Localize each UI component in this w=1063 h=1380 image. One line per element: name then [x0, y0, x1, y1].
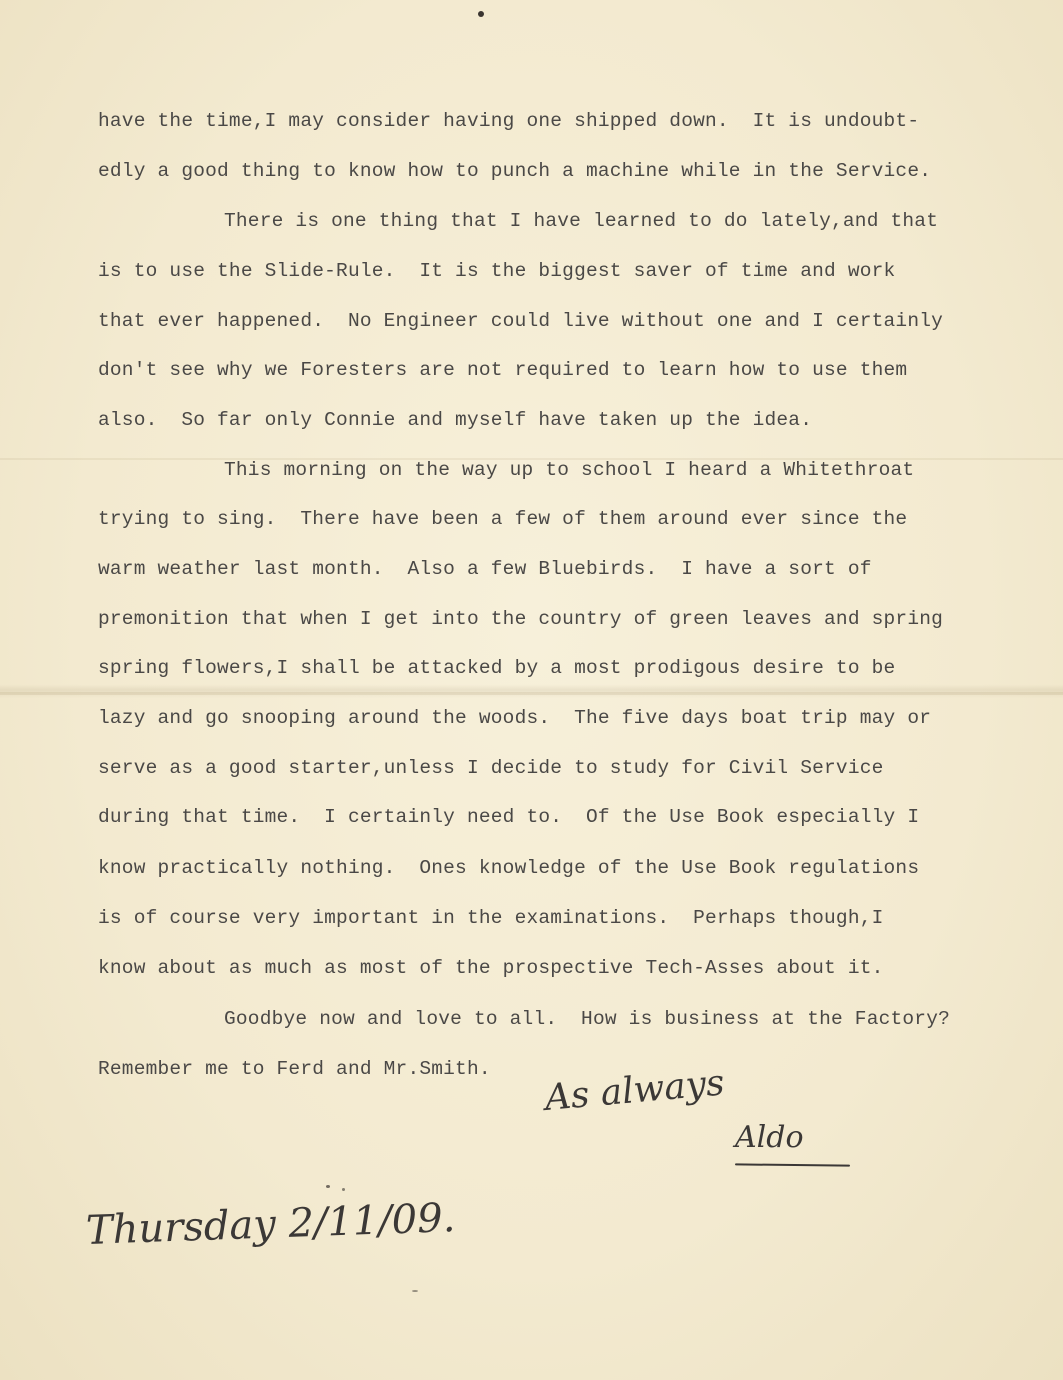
letter-line: know about as much as most of the prospective Tech-Asses about it.	[98, 957, 884, 979]
letter-line: have the time,I may consider having one shipped down. It is undoubt-	[98, 110, 920, 132]
letter-line: that ever happened. No Engineer could live without one and I certainly	[98, 310, 944, 332]
letter-line: spring flowers,I shall be attacked by a most prodigous desire to be	[98, 657, 896, 679]
letter-line: is to use the Slide-Rule. It is the biggest saver of time and work	[98, 260, 896, 282]
letter-line: is of course very important in the examinations. Perhaps though,I	[98, 907, 884, 929]
letter-line: edly a good thing to know how to punch a machine while in the Service.	[98, 160, 932, 182]
letter-line: warm weather last month. Also a few Bluebirds. I have a sort of	[98, 558, 872, 580]
letter-line: This morning on the way up to school I heard a Whitethroat	[224, 459, 915, 481]
signature-underline	[735, 1163, 850, 1166]
letter-line: Goodbye now and love to all. How is business at the Factory?	[224, 1008, 951, 1030]
letter-line: There is one thing that I have learned to do lately,and that	[224, 210, 939, 232]
punch-mark	[478, 11, 484, 17]
signature-name: Aldo	[735, 1120, 804, 1155]
letter-line: Remember me to Ferd and Mr.Smith.	[98, 1058, 491, 1080]
ink-speck	[412, 1290, 418, 1292]
letter-line: know practically nothing. Ones knowledge of the Use Book regulations	[98, 857, 920, 879]
ink-speck	[342, 1188, 345, 1191]
paper-fold-middle	[0, 692, 1063, 695]
letter-line: lazy and go snooping around the woods. The five days boat trip may or	[98, 707, 932, 729]
letter-line: also. So far only Connie and myself have taken up the idea.	[98, 409, 813, 431]
letter-line: during that time. I certainly need to. Of the Use Book especially I	[98, 806, 920, 828]
letter-line: don't see why we Foresters are not required to learn how to use them	[98, 359, 908, 381]
signature-closing: As always	[543, 1062, 727, 1119]
letter-line: serve as a good starter,unless I decide to study for Civil Service	[98, 757, 884, 779]
ink-speck	[326, 1185, 330, 1188]
handwritten-date: Thursday 2/11/09.	[85, 1195, 457, 1254]
letter-line: trying to sing. There have been a few of them around ever since the	[98, 508, 908, 530]
letter-line: premonition that when I get into the country of green leaves and spring	[98, 608, 944, 630]
